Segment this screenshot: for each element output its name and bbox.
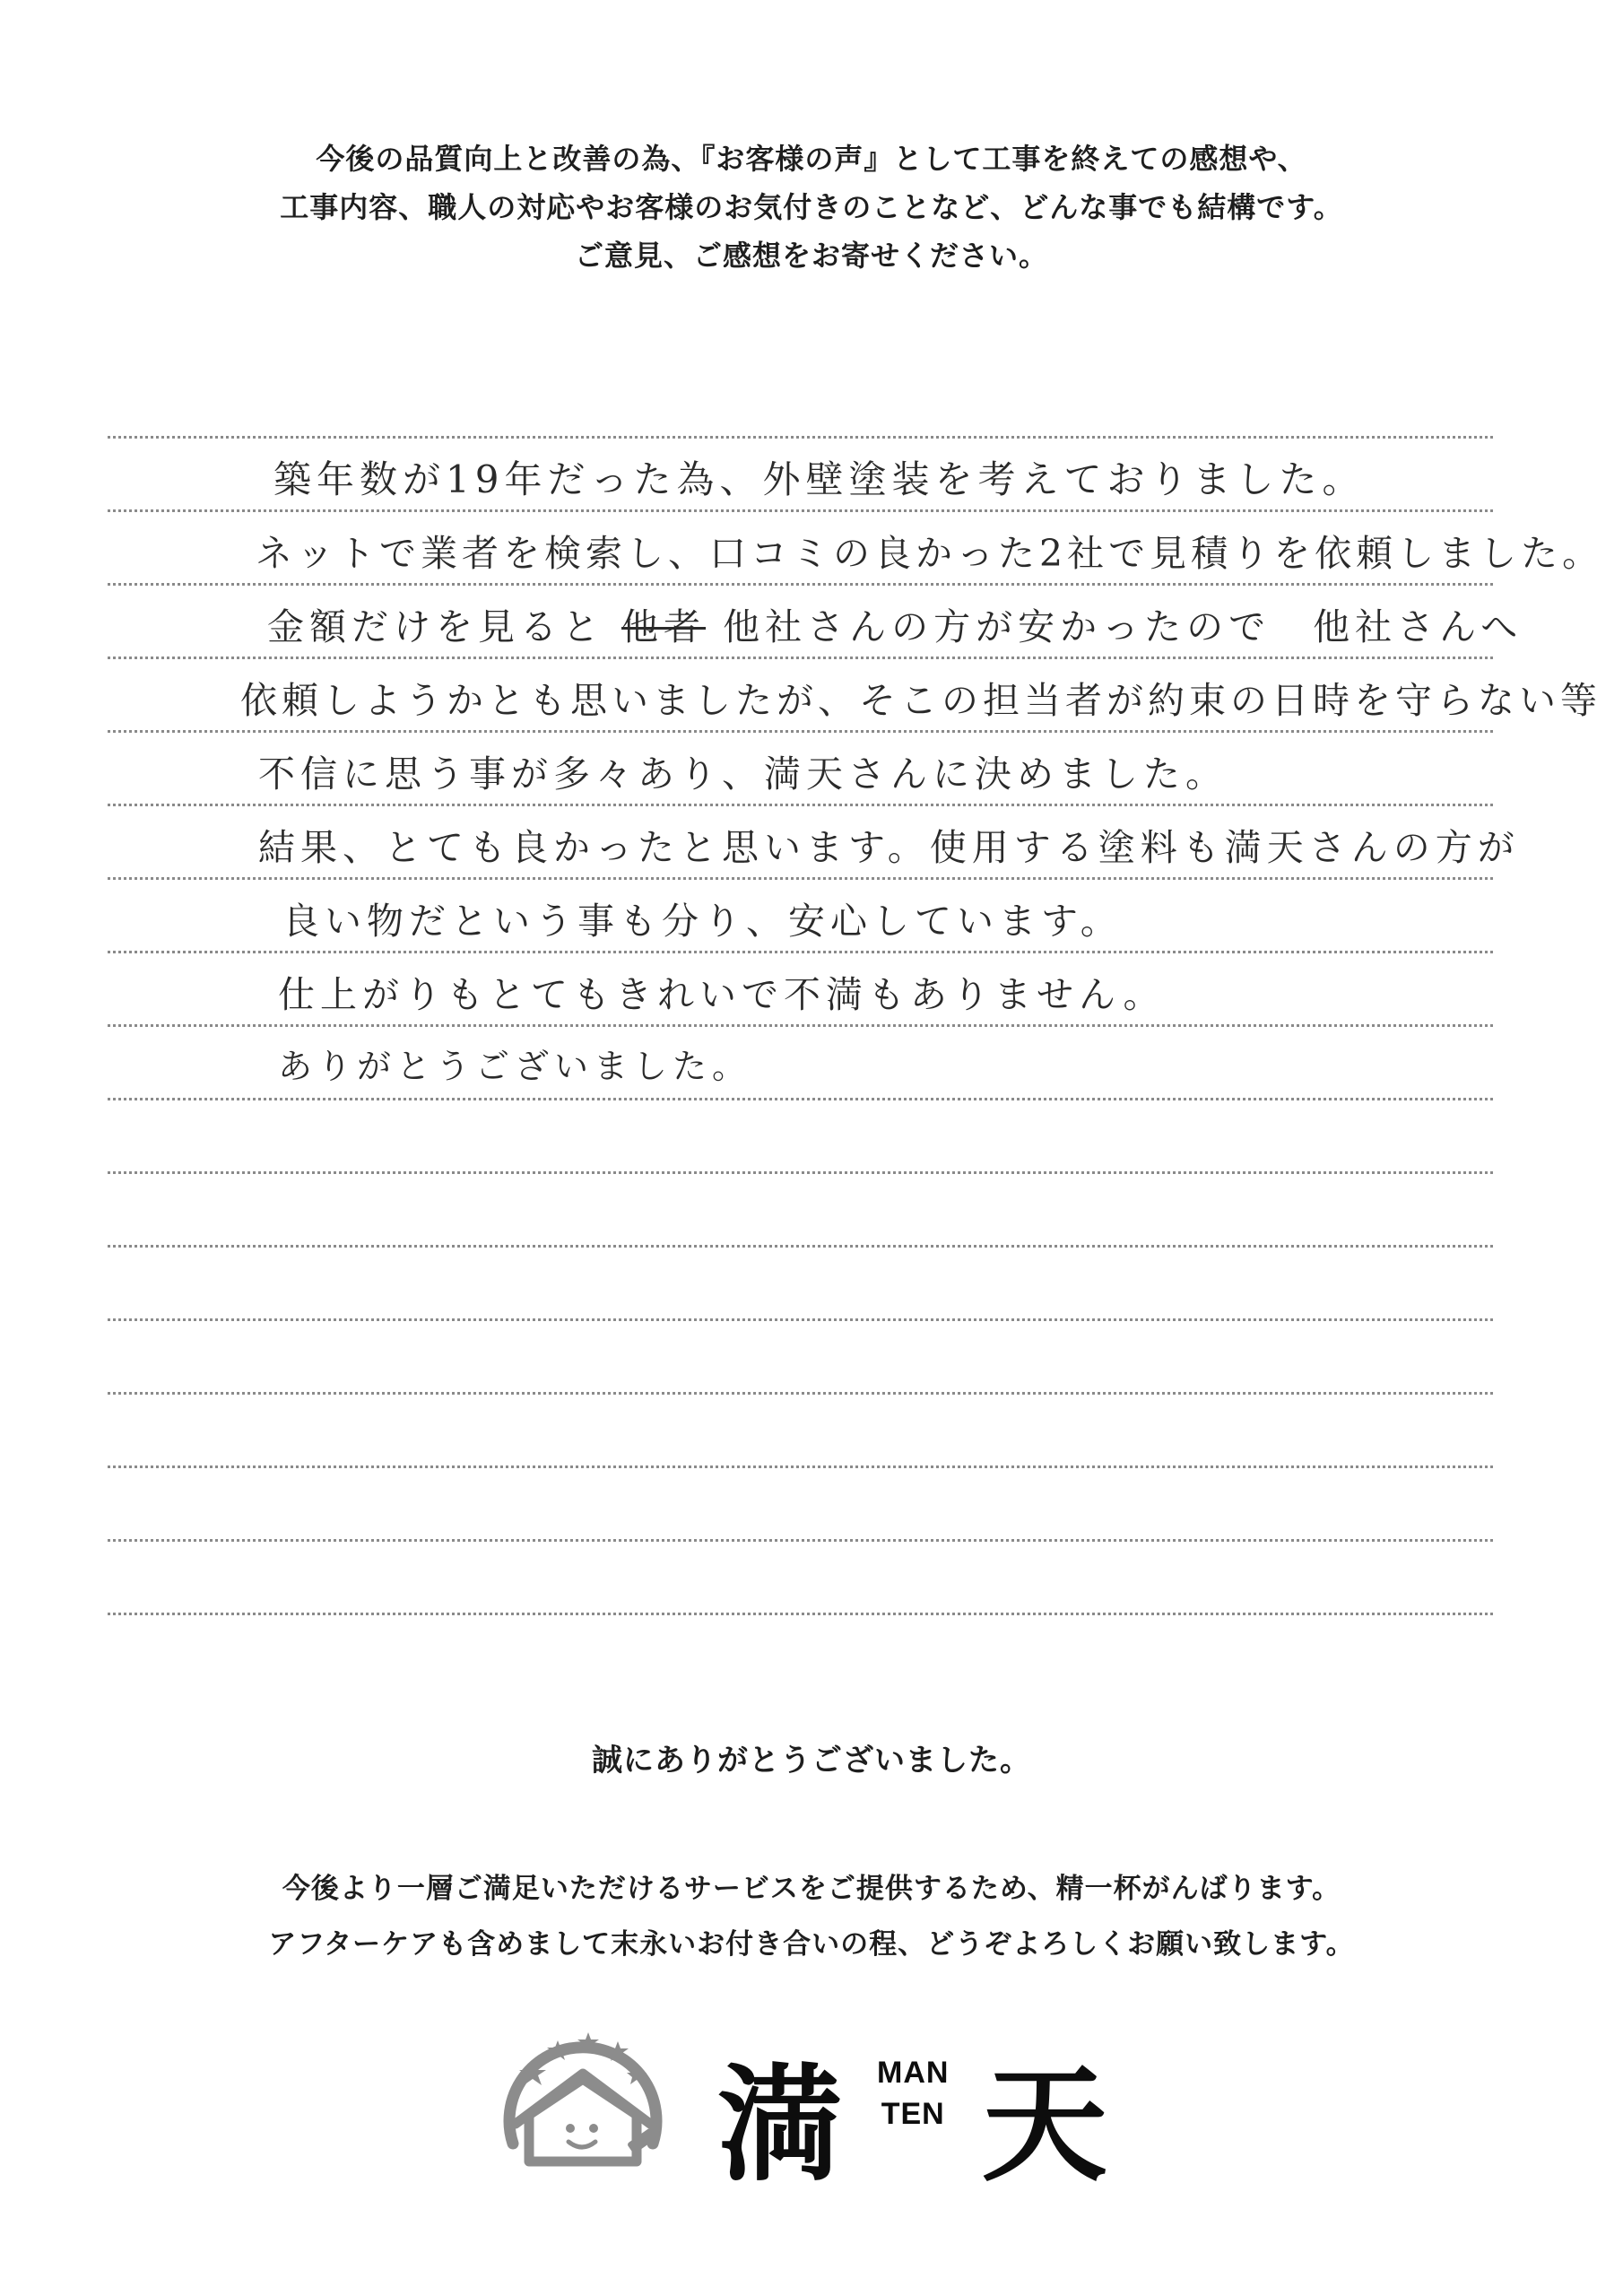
comment-sheet (108, 436, 1604, 1620)
handwritten-line-4: 依頼しようかとも思いましたが、そこの担当者が約束の日時を守らない等 (240, 679, 1601, 722)
brand-romaji (877, 2052, 949, 2135)
brand-kanji-ten: 天 (982, 2053, 1108, 2199)
ruled-line (108, 509, 1493, 512)
intro-line-2: 工事内容、職人の対応やお客様のお気付きのことなど、どんな事でも結構です。 (280, 190, 1343, 224)
ruled-line (108, 877, 1493, 880)
intro-line-1: 今後の品質向上と改善の為、『お客様の声』として工事を終えての感想や、 (316, 142, 1307, 176)
handwritten-line-1: 築年数が19年だった為、外壁塗装を考えておりました。 (273, 457, 1366, 501)
handwritten-line-3 (267, 597, 1523, 650)
closing-line-2: アフターケアも含めまして末永いお付き合いの程、どうぞよろしくお願い致します。 (268, 1928, 1355, 1961)
thanks-heading: 誠にありがとうございました。 (592, 1743, 1031, 1779)
intro-line-3: ご意見、ご感想をお寄せください。 (574, 239, 1048, 273)
ruled-line (108, 1024, 1493, 1027)
handwritten-text: 他社さんの方が安かったので 他社さんへ (723, 605, 1523, 648)
handwritten-line-5: 不信に思う事が多々あり、満天さんに決めました。 (258, 752, 1228, 796)
brand-kanji-man: 満 (717, 2053, 844, 2199)
closing-line-1: 今後より一層ご満足いただけるサービスをご提供するため、精一杯がんばります。 (282, 1873, 1341, 1905)
ruled-line (108, 730, 1493, 733)
handwritten-line-8: 仕上がりもとてもきれいで不満もありません。 (278, 973, 1166, 1016)
ruled-line (108, 1613, 1493, 1615)
ruled-line (108, 1539, 1493, 1542)
ruled-line (108, 1318, 1493, 1321)
ruled-line (108, 951, 1493, 953)
ruled-line (108, 1171, 1493, 1174)
handwritten-line-6: 結果、とても良かったと思います。使用する塗料も満天さんの方が (258, 826, 1520, 869)
handwritten-text: 金額だけを見ると (267, 605, 604, 648)
ruled-line (108, 436, 1493, 439)
handwritten-line-2: ネットで業者を検索し、口コミの良かった2社で見積りを依頼しました。 (256, 532, 1604, 575)
ruled-line (108, 1392, 1493, 1395)
brand-romaji-man: MAN (877, 2056, 950, 2090)
house-emblem-icon (493, 2009, 673, 2188)
ruled-line (108, 1098, 1493, 1100)
handwritten-line-9: ありがとうございました。 (278, 1047, 752, 1086)
ruled-line (108, 583, 1493, 586)
struck-out-word: 他者 (621, 605, 707, 648)
ruled-line (108, 804, 1493, 806)
ruled-line (108, 1465, 1493, 1468)
ruled-line (108, 657, 1493, 659)
intro-text (0, 135, 1623, 280)
company-logo (493, 2009, 1139, 2199)
ruled-line (108, 1245, 1493, 1248)
closing-text (0, 1861, 1623, 1972)
handwritten-line-7: 良い物だという事も分り、安心しています。 (282, 900, 1123, 943)
brand-romaji-ten: TEN (881, 2097, 945, 2131)
